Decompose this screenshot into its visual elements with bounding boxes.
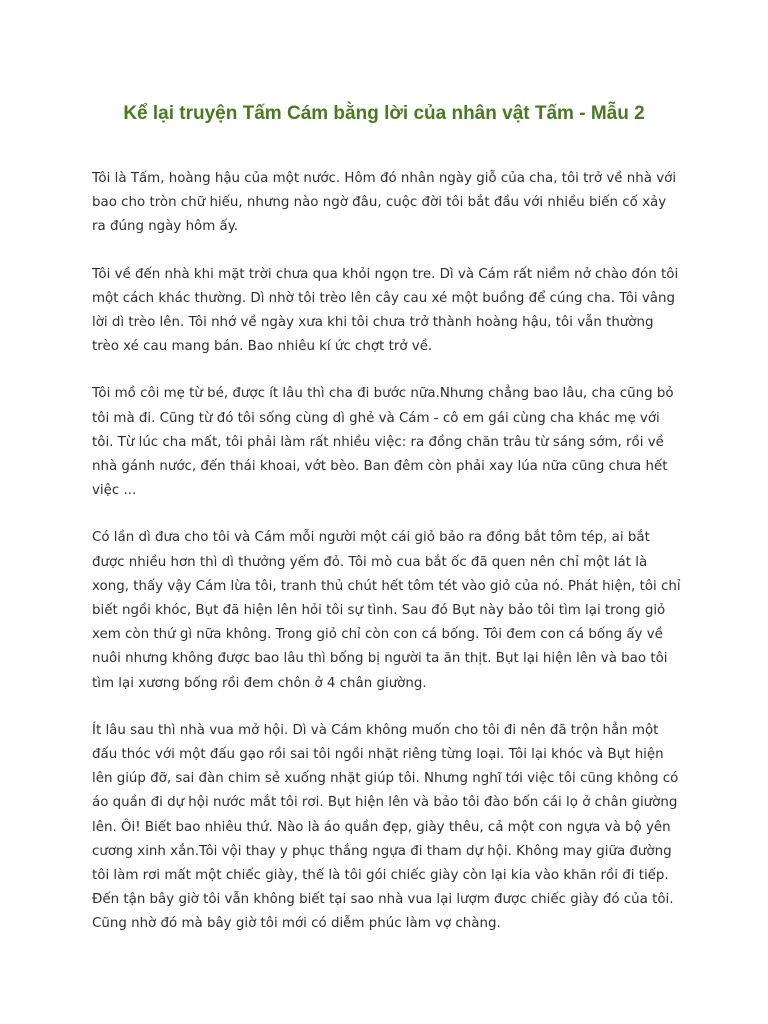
paragraph-5: Ít lâu sau thì nhà vua mở hội. Dì và Cám không muốn cho tôi đi nên đã trộn hẳn một đấu thóc với một đấu gạo rồi sai tôi ngồi nhặt riêng từng loại. Tôi lại khóc và Bụt hiện lên giúp đỡ, sai đàn chim sẻ xuống nhặt giúp tôi. Nhưng nghĩ tới việc tôi cũng không có áo quần đi dự hội nước mắt tôi rơi. Bụt hiện lên và bảo tôi đào bốn cái lọ ở chân giường lên. Ôi! Biết bao nhiêu thứ. Nào là áo quần đẹp, giày thêu, cả một con ngựa và bộ yên cương xinh xắn.Tôi vội thay y phục thắng ngựa đi tham dự hội. Không may giữa đường tôi làm rơi mất một chiếc giày, thế là tôi gói chiếc giày còn lại kia vào khăn rồi đi tiếp. Đến tận bây giờ tôi vẫn không biết tại sao nhà vua lại lượm được chiếc giày đó của tôi. Cũng nhờ đó mà bây giờ tôi mới có diễm phúc làm vợ chàng. bbox=[92, 722, 679, 932]
paragraph-2: Tôi về đến nhà khi mặt trời chưa qua khỏi ngọn tre. Dì và Cám rất niềm nở chào đón tôi một cách khác thường. Dì nhờ tôi trèo lên cây cau xé một buồng để cúng cha. Tôi vâng lời dì trèo lên. Tôi nhớ về ngày xưa khi tôi chưa trở thành hoàng hậu, tôi vẫn thường trèo xé cau mang bán. Bao nhiêu kí ức chợt trở về. bbox=[92, 266, 679, 355]
document-title: Kể lại truyện Tấm Cám bằng lời của nhân vật Tấm - Mẫu 2 bbox=[123, 103, 645, 124]
document-body bbox=[92, 167, 682, 960]
paragraph-3: Tôi mồ côi mẹ từ bé, được ít lâu thì cha đi bước nữa.Nhưng chẳng bao lâu, cha cũng bỏ tôi mà đi. Cũng từ đó tôi sống cùng dì ghẻ và Cám - cô em gái cùng cha khác mẹ với tôi. Từ lúc cha mất, tôi phải làm rất nhiều việc: ra đồng chăn trâu từ sáng sớm, rồi về nhà gánh nước, đến thái khoai, vớt bèo. Ban đêm còn phải xay lúa nữa cũng chưa hết việc ... bbox=[92, 386, 674, 499]
paragraph-1: Tôi là Tấm, hoàng hậu của một nước. Hôm đó nhân ngày giỗ của cha, tôi trở về nhà với bao cho tròn chữ hiếu, nhưng nào ngờ đâu, cuộc đời tôi bắt đầu với nhiều biến cố xảy ra đúng ngày hôm ấy. bbox=[92, 171, 677, 235]
paragraph-4: Có lần dì đưa cho tôi và Cám mỗi người một cái giỏ bảo ra đồng bắt tôm tép, ai bắt được nhiều hơn thì dì thưởng yếm đỏ. Tôi mò cua bắt ốc đã quen nên chỉ một lát là xong, thấy vậy Cám lừa tôi, tranh thủ chút hết tôm tét vào giỏ của nó. Phát hiện, tôi chỉ biết ngồi khóc, Bụt đã hiện lên hỏi tôi sự tình. Sau đó Bụt này bảo tôi tìm lại trong giỏ xem còn thứ gì nữa không. Trong giỏ chỉ còn con cá bống. Tôi đem con cá bống ấy về nuôi nhưng không được bao lâu thì bống bị người ta ăn thịt. Bụt lại hiện lên và bao tôi tìm lại xương bống rồi đem chôn ở 4 chân giường. bbox=[92, 530, 681, 691]
